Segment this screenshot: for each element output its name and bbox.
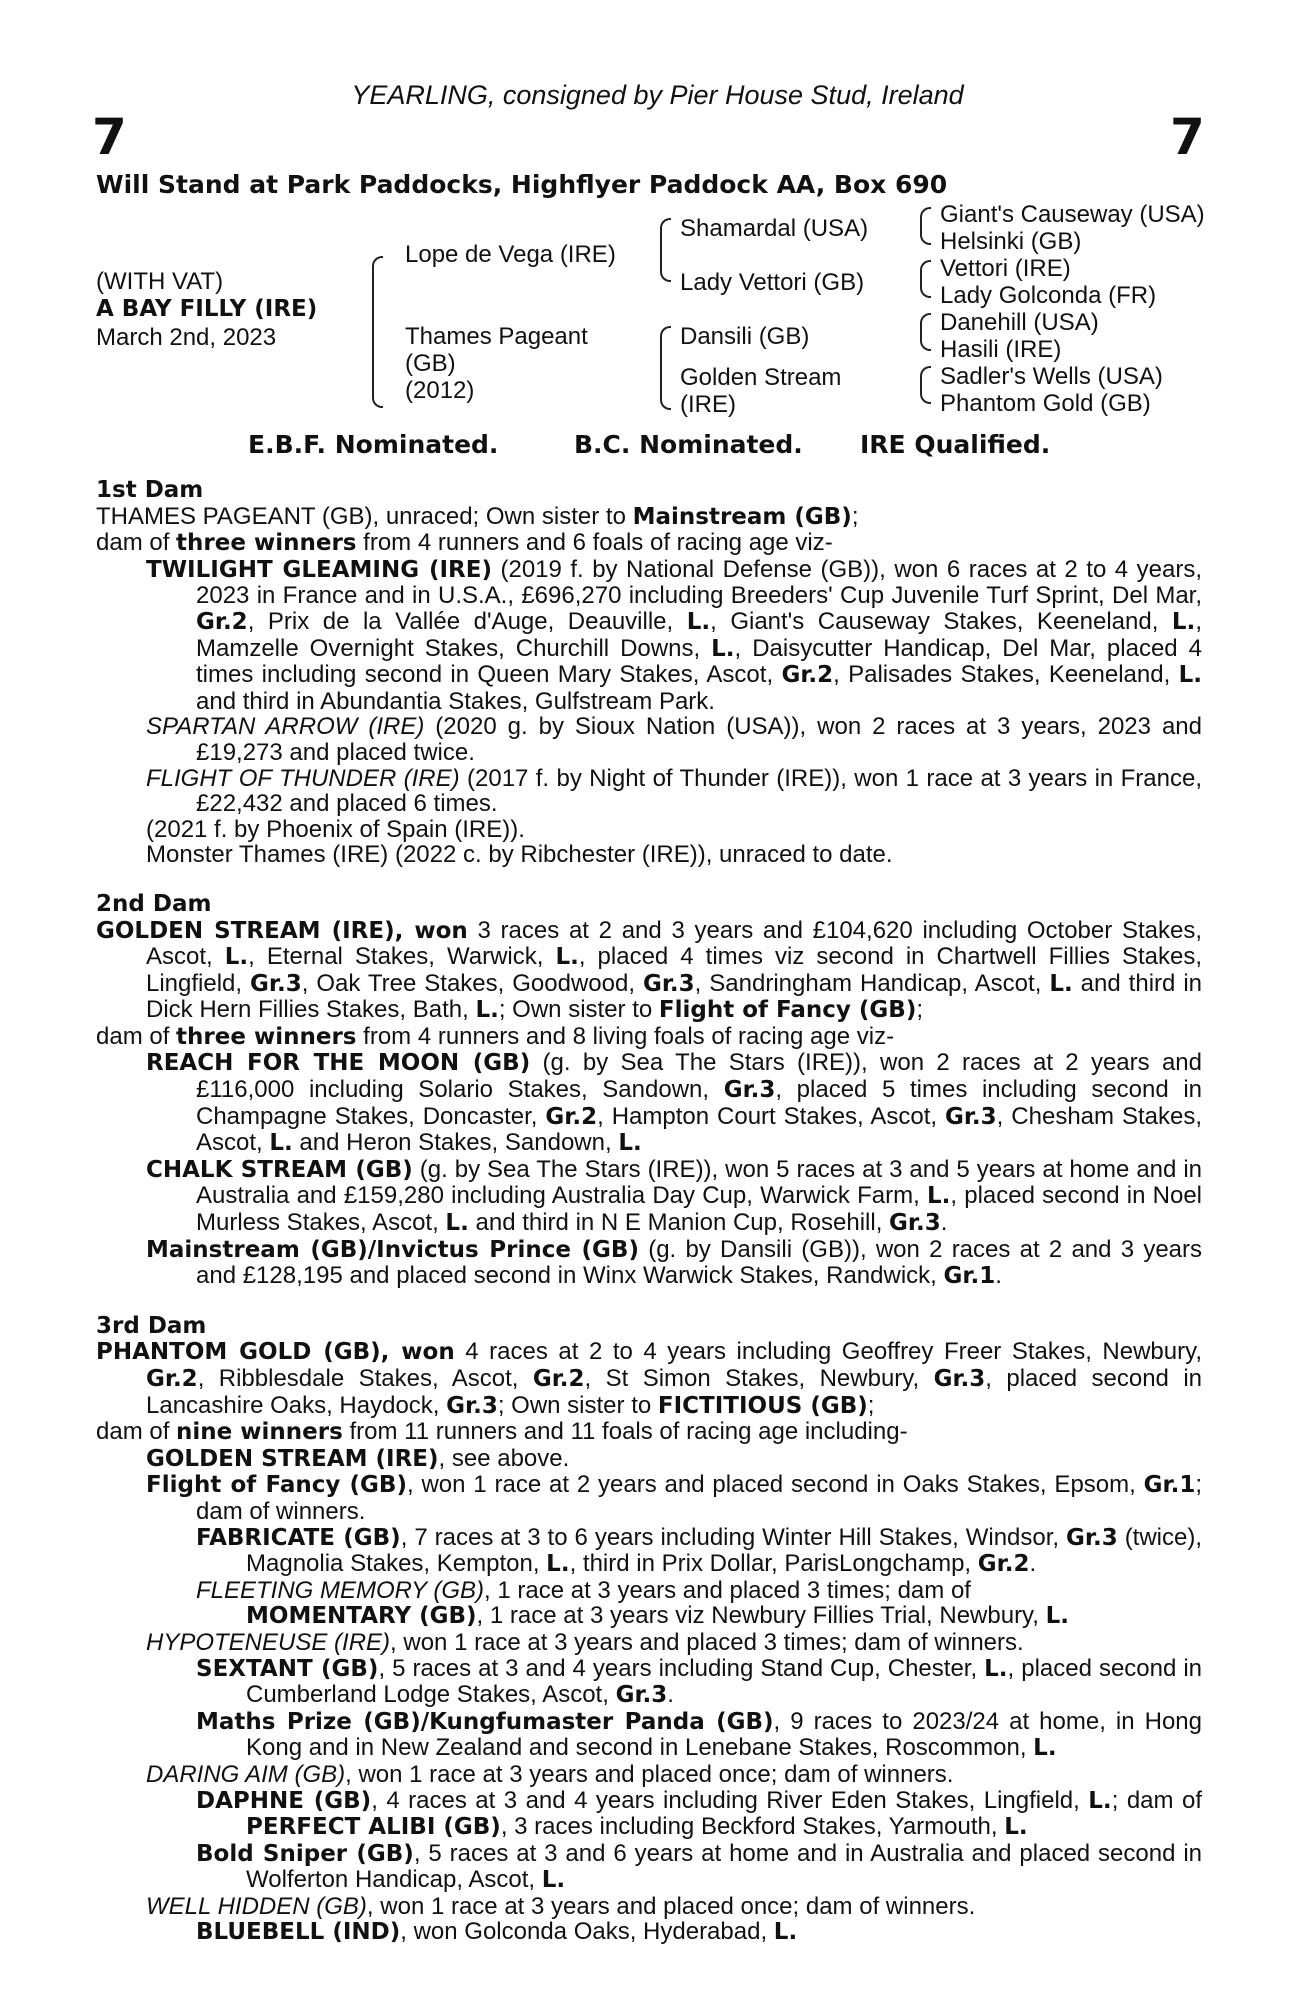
sire-name: Lope de Vega (IRE) bbox=[405, 241, 616, 268]
foaling-date: March 2nd, 2023 bbox=[96, 324, 277, 351]
produce-entry: DARING AIM (GB), won 1 race at 3 years and placed once; dam of winners. bbox=[146, 1760, 954, 1788]
lot-number-left: 7 bbox=[92, 108, 127, 166]
produce-entry: CHALK STREAM (GB) (g. by Sea The Stars (IRE)), won 5 races at 3 and 5 years at home and in Australia and £159,280 including Australia Day Cup, Warwick Farm, L., placed second in Noel Murless Stakes, Ascot, L. and third in N E Manion Cup, Rosehill, Gr.3. bbox=[146, 1155, 1203, 1237]
produce-entry: DAPHNE (GB), 4 races at 3 and 4 years including River Eden Stakes, Lingfield, L.; dam of PERFECT ALIBI (GB), 3 races including Beckford Stakes, Yarmouth, L. bbox=[196, 1786, 1202, 1841]
produce-entry: SPARTAN ARROW (IRE) (2020 g. by Sioux Nation (USA)), won 2 races at 3 years, 2023 and £19,273 and placed twice. bbox=[146, 713, 1202, 766]
ire-qualified: IRE Qualified. bbox=[860, 430, 1051, 459]
pedigree-brace-sire bbox=[660, 218, 671, 282]
third-dam-record: PHANTOM GOLD (GB), won 4 races at 2 to 4 years including Geoffrey Freer Stakes, Newbury, Gr.2, Ribblesdale Stakes, Ascot, Gr.2, St Simon Stakes, Newbury, Gr.3, placed second in Lancashire Oaks, Haydock, Gr.3; Own sister to FICTITIOUS (GB); bbox=[96, 1338, 1203, 1419]
ggp-3: Vettori (IRE) bbox=[940, 255, 1071, 282]
ggp-7: Sadler's Wells (USA) bbox=[940, 363, 1163, 390]
vat-note: (WITH VAT) bbox=[96, 268, 224, 295]
pedigree-brace-3 bbox=[920, 313, 931, 351]
produce-entry: REACH FOR THE MOON (GB) (g. by Sea The Stars (IRE)), won 2 races at 2 years and £116,000 including Solario Stakes, Sandown, Gr.3, placed 5 times including second in Champagne Stakes, Doncaster, Gr.2, Hampton Court Stakes, Ascot, Gr.3, Chesham Stakes, Ascot, L. and Heron Stakes, Sandown, L. bbox=[146, 1049, 1203, 1157]
second-dam-heading: 2nd Dam bbox=[96, 890, 212, 917]
ggp-5: Danehill (USA) bbox=[940, 309, 1099, 336]
produce-entry: SEXTANT (GB), 5 races at 3 and 4 years including Stand Cup, Chester, L., placed second in Cumberland Lodge Stakes, Ascot, Gr.3. bbox=[196, 1654, 1203, 1709]
produce-entry: Flight of Fancy (GB), won 1 race at 2 years and placed second in Oaks Stakes, Epsom, Gr.1; dam of winners. bbox=[146, 1471, 1202, 1525]
produce-entry: (2021 f. by Phoenix of Spain (IRE)). bbox=[146, 815, 525, 843]
produce-entry: Monster Thames (IRE) (2022 c. by Ribchester (IRE)), unraced to date. bbox=[146, 841, 893, 869]
stand-location: Will Stand at Park Paddocks, Highflyer Paddock AA, Box 690 bbox=[96, 170, 948, 199]
ggp-8: Phantom Gold (GB) bbox=[940, 390, 1151, 417]
dam-name-line2: (GB) bbox=[405, 350, 456, 377]
produce-entry: Mainstream (GB)/Invictus Prince (GB) (g. by Dansili (GB)), won 2 races at 2 and 3 years and £128,195 and placed second in Winx Warwick Stakes, Randwick, Gr.1. bbox=[146, 1235, 1202, 1290]
pedigree-brace-1 bbox=[920, 207, 931, 245]
horse-name: A BAY FILLY (IRE) bbox=[96, 296, 318, 322]
sire-sire: Shamardal (USA) bbox=[680, 215, 869, 242]
dam-sire: Dansili (GB) bbox=[680, 323, 810, 350]
first-dam-line: THAMES PAGEANT (GB), unraced; Own sister to Mainstream (GB); bbox=[96, 502, 859, 530]
dam-name-line3: (2012) bbox=[405, 377, 475, 404]
produce-entry: FLIGHT OF THUNDER (IRE) (2017 f. by Night of Thunder (IRE)), won 1 race at 3 years in France, £22,432 and placed 6 times. bbox=[146, 764, 1202, 818]
pedigree-brace-4 bbox=[920, 366, 931, 404]
pedigree-brace-dam bbox=[660, 326, 671, 410]
dam-name-line1: Thames Pageant bbox=[405, 323, 588, 350]
produce-entry: WELL HIDDEN (GB), won 1 race at 3 years and placed once; dam of winners. bbox=[146, 1892, 976, 1920]
produce-entry: Maths Prize (GB)/Kungfumaster Panda (GB), 9 races to 2023/24 at home, in Hong Kong and in New Zealand and second in Lenebane Stakes, Roscommon, L. bbox=[196, 1707, 1202, 1762]
second-dam-record: GOLDEN STREAM (IRE), won 3 races at 2 and 3 years and £104,620 including October Stakes, Ascot, L., Eternal Stakes, Warwick, L., placed 4 times viz second in Chartwell Fillies Stakes, Lingfield, Gr.3, Oak Tree Stakes, Goodwood, Gr.3, Sandringham Handicap, Ascot, L. and third in Dick Hern Fillies Stakes, Bath, L.; Own sister to Flight of Fancy (GB); bbox=[96, 916, 1203, 1024]
produce-entry: HYPOTENEUSE (IRE), won 1 race at 3 years and placed 3 times; dam of winners. bbox=[146, 1628, 1024, 1656]
third-dam-heading: 3rd Dam bbox=[96, 1312, 207, 1339]
pedigree-brace-main bbox=[372, 256, 383, 408]
third-dam-summary: dam of nine winners from 11 runners and 11 foals of racing age including- bbox=[96, 1418, 908, 1446]
produce-entry: BLUEBELL (IND), won Golconda Oaks, Hyderabad, L. bbox=[196, 1918, 798, 1946]
ggp-6: Hasili (IRE) bbox=[940, 336, 1062, 363]
bc-nomination: B.C. Nominated. bbox=[574, 430, 803, 459]
sire-dam: Lady Vettori (GB) bbox=[680, 269, 865, 296]
consignment-line: YEARLING, consigned by Pier House Stud, Ireland bbox=[351, 80, 964, 110]
pedigree-brace-2 bbox=[920, 260, 931, 298]
dam-dam-line2: (IRE) bbox=[680, 391, 736, 418]
catalogue-body bbox=[96, 478, 1202, 1946]
ggp-4: Lady Golconda (FR) bbox=[940, 282, 1157, 309]
ebf-nomination: E.B.F. Nominated. bbox=[248, 430, 499, 459]
ggp-2: Helsinki (GB) bbox=[940, 228, 1082, 255]
produce-entry: GOLDEN STREAM (IRE), see above. bbox=[146, 1444, 570, 1472]
produce-entry: FLEETING MEMORY (GB), 1 race at 3 years and placed 3 times; dam of bbox=[196, 1576, 971, 1604]
first-dam-heading: 1st Dam bbox=[96, 477, 204, 503]
produce-entry: Bold Sniper (GB), 5 races at 3 and 6 years at home and in Australia and placed second in Wolferton Handicap, Ascot, L. bbox=[196, 1839, 1203, 1894]
produce-entry: FABRICATE (GB), 7 races at 3 to 6 years including Winter Hill Stakes, Windsor, Gr.3 (twice), Magnolia Stakes, Kempton, L., third in Prix Dollar, ParisLongchamp, Gr.2. bbox=[196, 1523, 1203, 1578]
lot-number-right: 7 bbox=[1170, 108, 1205, 166]
ggp-1: Giant's Causeway (USA) bbox=[940, 201, 1205, 228]
produce-entry: TWILIGHT GLEAMING (IRE) (2019 f. by National Defense (GB)), won 6 races at 2 to 4 years, 2023 in France and in U.S.A., £696,270 including Breeders' Cup Juvenile Turf Sprint, Del Mar, Gr.2, Prix de la Vallée d'Auge, Deauville, L., Giant's Causeway Stakes, Keeneland, L., Mamzelle Overnight Stakes, Churchill Downs, L., Daisycutter Handicap, Del Mar, placed 4 times including second in Queen Mary Stakes, Ascot, Gr.2, Palisades Stakes, Keeneland, L. and third in Abundantia Stakes, Gulfstream Park. bbox=[146, 555, 1202, 715]
produce-entry: MOMENTARY (GB), 1 race at 3 years viz Newbury Fillies Trial, Newbury, L. bbox=[246, 1602, 1070, 1630]
dam-dam-line1: Golden Stream bbox=[680, 364, 842, 391]
second-dam-summary: dam of three winners from 4 runners and 8 living foals of racing age viz- bbox=[96, 1022, 895, 1050]
first-dam-summary: dam of three winners from 4 runners and 6 foals of racing age viz- bbox=[96, 529, 833, 557]
